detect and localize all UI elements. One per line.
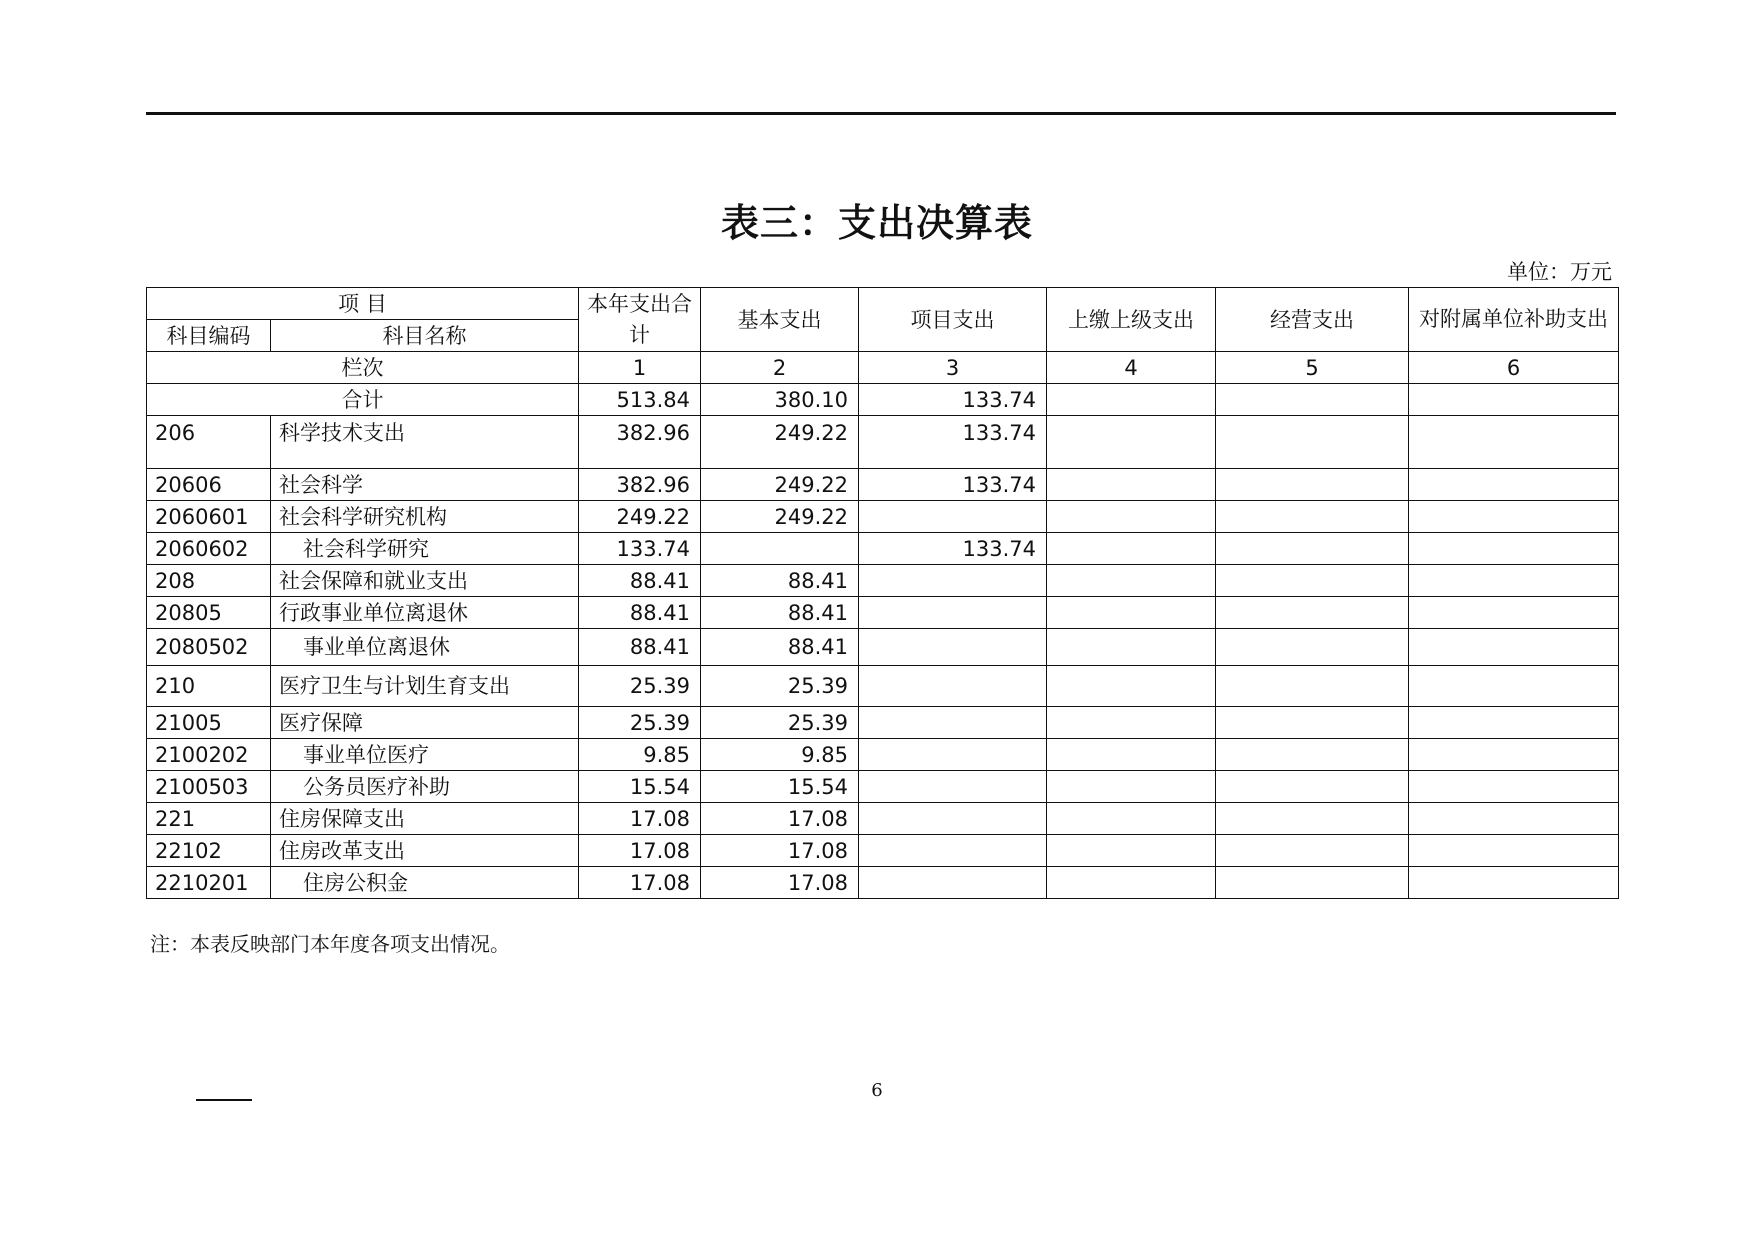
row-value-6 bbox=[1409, 867, 1619, 899]
row-value-6 bbox=[1409, 597, 1619, 629]
row-code: 21005 bbox=[147, 707, 271, 739]
row-name: 公务员医疗补助 bbox=[271, 771, 579, 803]
row-code: 221 bbox=[147, 803, 271, 835]
row-value-3 bbox=[859, 565, 1047, 597]
row-value-2: 17.08 bbox=[701, 835, 859, 867]
header-basic: 基本支出 bbox=[701, 288, 859, 352]
column-index-label: 栏次 bbox=[147, 352, 579, 384]
row-value-4 bbox=[1047, 707, 1216, 739]
row-value-5 bbox=[1216, 533, 1409, 565]
row-value-4 bbox=[1047, 565, 1216, 597]
row-value-6 bbox=[1409, 629, 1619, 666]
column-index-4: 4 bbox=[1047, 352, 1216, 384]
table-note: 注：本表反映部门本年度各项支出情况。 bbox=[150, 932, 510, 956]
row-value-3 bbox=[859, 739, 1047, 771]
row-name: 住房改革支出 bbox=[271, 835, 579, 867]
total-value-1: 513.84 bbox=[579, 384, 701, 416]
row-name: 住房公积金 bbox=[271, 867, 579, 899]
total-value-3: 133.74 bbox=[859, 384, 1047, 416]
table-row bbox=[147, 565, 1619, 597]
row-value-5 bbox=[1216, 416, 1409, 469]
row-value-5 bbox=[1216, 501, 1409, 533]
header-code: 科目编码 bbox=[147, 320, 271, 352]
row-code: 2100503 bbox=[147, 771, 271, 803]
page-number: 6 bbox=[871, 1080, 883, 1101]
row-value-4 bbox=[1047, 835, 1216, 867]
row-value-4 bbox=[1047, 771, 1216, 803]
row-value-2: 249.22 bbox=[701, 416, 859, 469]
row-name: 社会科学 bbox=[271, 469, 579, 501]
table-row bbox=[147, 835, 1619, 867]
row-value-6 bbox=[1409, 666, 1619, 707]
row-value-4 bbox=[1047, 597, 1216, 629]
row-value-6 bbox=[1409, 469, 1619, 501]
row-value-3 bbox=[859, 835, 1047, 867]
row-value-5 bbox=[1216, 739, 1409, 771]
row-value-4 bbox=[1047, 469, 1216, 501]
row-value-4 bbox=[1047, 533, 1216, 565]
row-value-4 bbox=[1047, 666, 1216, 707]
table-row bbox=[147, 867, 1619, 899]
total-label: 合计 bbox=[147, 384, 579, 416]
table-row bbox=[147, 803, 1619, 835]
row-value-5 bbox=[1216, 707, 1409, 739]
row-value-6 bbox=[1409, 707, 1619, 739]
row-code: 2080502 bbox=[147, 629, 271, 666]
row-value-1: 15.54 bbox=[579, 771, 701, 803]
row-name: 事业单位离退休 bbox=[271, 629, 579, 666]
row-name: 社会科学研究 bbox=[271, 533, 579, 565]
row-value-3 bbox=[859, 629, 1047, 666]
row-value-5 bbox=[1216, 597, 1409, 629]
row-code: 2060601 bbox=[147, 501, 271, 533]
row-value-5 bbox=[1216, 629, 1409, 666]
row-value-1: 17.08 bbox=[579, 867, 701, 899]
row-value-6 bbox=[1409, 416, 1619, 469]
page-title: 表三：支出决算表 bbox=[720, 200, 1033, 245]
row-code: 2210201 bbox=[147, 867, 271, 899]
row-code: 206 bbox=[147, 416, 271, 469]
row-value-1: 382.96 bbox=[579, 469, 701, 501]
row-value-1: 88.41 bbox=[579, 597, 701, 629]
row-value-1: 25.39 bbox=[579, 666, 701, 707]
row-value-4 bbox=[1047, 739, 1216, 771]
row-value-2 bbox=[701, 533, 859, 565]
table-row bbox=[147, 469, 1619, 501]
row-code: 20606 bbox=[147, 469, 271, 501]
row-value-4 bbox=[1047, 416, 1216, 469]
row-value-1: 249.22 bbox=[579, 501, 701, 533]
row-name: 住房保障支出 bbox=[271, 803, 579, 835]
table-row bbox=[147, 501, 1619, 533]
row-value-6 bbox=[1409, 565, 1619, 597]
row-value-2: 249.22 bbox=[701, 501, 859, 533]
row-value-1: 88.41 bbox=[579, 565, 701, 597]
header-rule bbox=[146, 112, 1616, 115]
row-value-2: 249.22 bbox=[701, 469, 859, 501]
row-value-3 bbox=[859, 666, 1047, 707]
row-value-5 bbox=[1216, 565, 1409, 597]
expenditure-table bbox=[146, 287, 1619, 899]
row-value-5 bbox=[1216, 803, 1409, 835]
table-row bbox=[147, 771, 1619, 803]
header-upper: 上缴上级支出 bbox=[1047, 288, 1216, 352]
row-value-6 bbox=[1409, 835, 1619, 867]
row-value-3 bbox=[859, 501, 1047, 533]
column-index-5: 5 bbox=[1216, 352, 1409, 384]
row-value-3 bbox=[859, 771, 1047, 803]
row-name: 事业单位医疗 bbox=[271, 739, 579, 771]
total-value-4 bbox=[1047, 384, 1216, 416]
row-value-3 bbox=[859, 707, 1047, 739]
row-value-6 bbox=[1409, 501, 1619, 533]
table-row bbox=[147, 416, 1619, 469]
row-value-2: 9.85 bbox=[701, 739, 859, 771]
header-total: 本年支出合计 bbox=[579, 288, 701, 352]
row-name: 医疗卫生与计划生育支出 bbox=[271, 666, 579, 707]
unit-label: 单位：万元 bbox=[1507, 260, 1612, 284]
row-name: 科学技术支出 bbox=[271, 416, 579, 469]
row-value-1: 25.39 bbox=[579, 707, 701, 739]
table-row bbox=[147, 666, 1619, 707]
row-value-1: 17.08 bbox=[579, 835, 701, 867]
header-project: 项目支出 bbox=[859, 288, 1047, 352]
column-index-1: 1 bbox=[579, 352, 701, 384]
row-value-2: 17.08 bbox=[701, 803, 859, 835]
table-row bbox=[147, 629, 1619, 666]
row-value-3 bbox=[859, 597, 1047, 629]
row-value-3: 133.74 bbox=[859, 416, 1047, 469]
row-code: 2060602 bbox=[147, 533, 271, 565]
row-value-2: 25.39 bbox=[701, 666, 859, 707]
row-code: 208 bbox=[147, 565, 271, 597]
row-value-6 bbox=[1409, 803, 1619, 835]
header-item-group: 项 目 bbox=[147, 288, 579, 320]
row-value-2: 17.08 bbox=[701, 867, 859, 899]
row-code: 2100202 bbox=[147, 739, 271, 771]
row-value-1: 9.85 bbox=[579, 739, 701, 771]
row-value-2: 15.54 bbox=[701, 771, 859, 803]
total-value-2: 380.10 bbox=[701, 384, 859, 416]
row-code: 210 bbox=[147, 666, 271, 707]
row-value-2: 88.41 bbox=[701, 565, 859, 597]
row-name: 社会科学研究机构 bbox=[271, 501, 579, 533]
row-code: 22102 bbox=[147, 835, 271, 867]
row-value-6 bbox=[1409, 533, 1619, 565]
total-value-6 bbox=[1409, 384, 1619, 416]
row-value-4 bbox=[1047, 803, 1216, 835]
column-index-3: 3 bbox=[859, 352, 1047, 384]
header-name: 科目名称 bbox=[271, 320, 579, 352]
table-row bbox=[147, 597, 1619, 629]
table-row bbox=[147, 707, 1619, 739]
row-value-1: 17.08 bbox=[579, 803, 701, 835]
header-operating: 经营支出 bbox=[1216, 288, 1409, 352]
table-row bbox=[147, 739, 1619, 771]
row-value-1: 382.96 bbox=[579, 416, 701, 469]
column-index-6: 6 bbox=[1409, 352, 1619, 384]
row-value-3 bbox=[859, 803, 1047, 835]
column-index-2: 2 bbox=[701, 352, 859, 384]
row-value-2: 25.39 bbox=[701, 707, 859, 739]
row-value-3: 133.74 bbox=[859, 533, 1047, 565]
row-value-5 bbox=[1216, 867, 1409, 899]
row-value-5 bbox=[1216, 835, 1409, 867]
row-value-4 bbox=[1047, 501, 1216, 533]
row-value-6 bbox=[1409, 739, 1619, 771]
row-value-2: 88.41 bbox=[701, 629, 859, 666]
row-value-5 bbox=[1216, 771, 1409, 803]
row-value-4 bbox=[1047, 629, 1216, 666]
row-value-1: 133.74 bbox=[579, 533, 701, 565]
row-value-3 bbox=[859, 867, 1047, 899]
row-value-3: 133.74 bbox=[859, 469, 1047, 501]
total-value-5 bbox=[1216, 384, 1409, 416]
row-code: 20805 bbox=[147, 597, 271, 629]
row-name: 行政事业单位离退休 bbox=[271, 597, 579, 629]
table-row bbox=[147, 533, 1619, 565]
header-subsidy: 对附属单位补助支出 bbox=[1409, 288, 1619, 352]
row-name: 社会保障和就业支出 bbox=[271, 565, 579, 597]
row-value-5 bbox=[1216, 469, 1409, 501]
row-value-2: 88.41 bbox=[701, 597, 859, 629]
row-value-6 bbox=[1409, 771, 1619, 803]
row-name: 医疗保障 bbox=[271, 707, 579, 739]
row-value-1: 88.41 bbox=[579, 629, 701, 666]
row-value-5 bbox=[1216, 666, 1409, 707]
row-value-4 bbox=[1047, 867, 1216, 899]
